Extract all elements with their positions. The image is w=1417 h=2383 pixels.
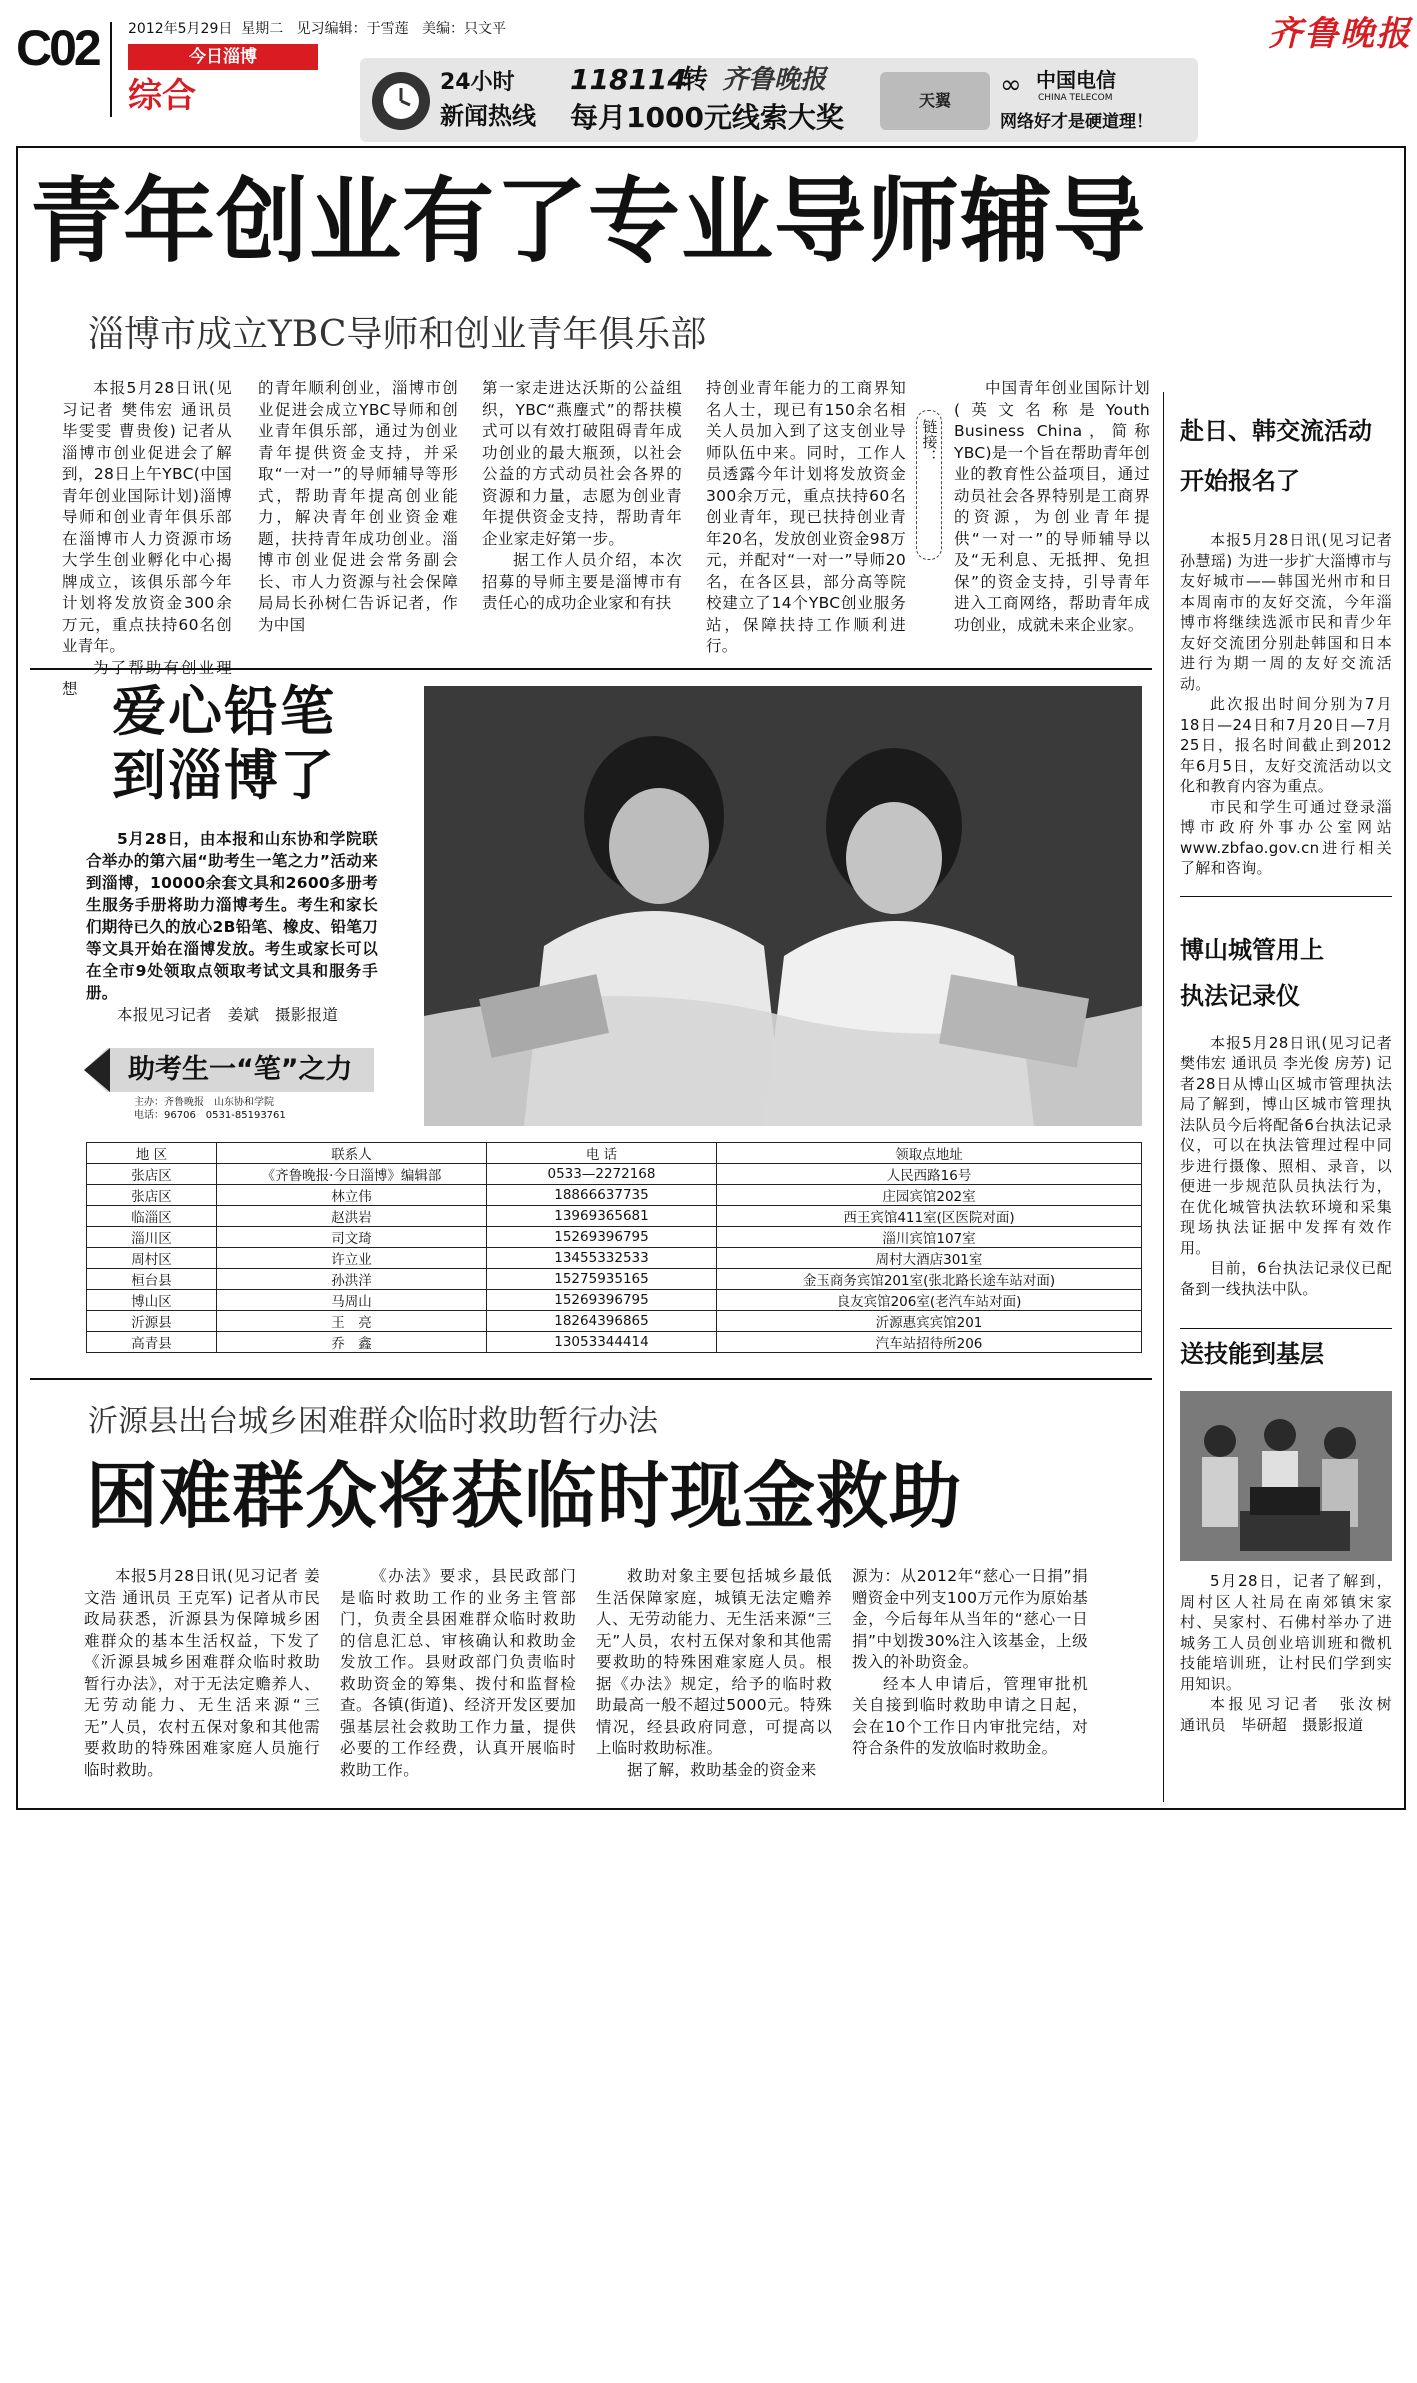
table-cell: 周村大酒店301室	[717, 1248, 1142, 1269]
hotline-bottom: 新闻热线	[440, 102, 536, 130]
address-table-wrap	[86, 1142, 1142, 1353]
aid-col-4	[852, 1566, 1088, 1760]
table-cell: 13455332533	[487, 1248, 717, 1269]
sidebar-story2-body	[1180, 1033, 1392, 1300]
table-cell: 18866637735	[487, 1185, 717, 1206]
table-cell: 张店区	[87, 1185, 217, 1206]
pencil-body-text: 5月28日，由本报和山东协和学院联合举办的第六届“助考生一笔之力”活动来到淄博，10000余套文具和2600多册考生服务手册将助力淄博考生。考生和家长们期待已久的放心2B铅笔、橡皮、铅笔刀等文具开始在淄博发放。考生或家长可以在全市9处领取点领取考试文具和服务手册。	[86, 830, 378, 1002]
table-cell: 临淄区	[87, 1206, 217, 1227]
table-cell: 周村区	[87, 1248, 217, 1269]
table-cell: 0533—2272168	[487, 1164, 717, 1185]
sidebar-story2-title-line1: 博山城管用上	[1180, 935, 1324, 964]
sidebar-story1-title-line1: 赴日、韩交流活动	[1180, 417, 1372, 445]
table-row	[87, 1164, 1142, 1185]
table-cell: 18264396865	[487, 1311, 717, 1332]
table-cell: 许立业	[217, 1248, 487, 1269]
table-row	[87, 1290, 1142, 1311]
aid-col-4b-text: 经本人申请后，管理审批机关自接到临时救助申请之日起，会在10个工作日内审批完结，对符合条件的发放临时救助金。	[852, 1674, 1088, 1757]
exam-badge	[84, 1044, 374, 1124]
tianyi-card	[880, 72, 990, 130]
table-cell: 庄园宾馆202室	[717, 1185, 1142, 1206]
aid-col-4-text: 源为：从2012年“慈心一日捐”捐赠资金中列支100万元作为原始基金，今后每年从当年的“慈心一日捐”中划拨30%注入该基金，上级拨入的补助资金。	[852, 1567, 1088, 1671]
aid-headline: 困难群众将获临时现金救助	[86, 1454, 963, 1538]
hotline-top: 24小时	[440, 70, 515, 95]
link-box	[916, 410, 942, 560]
main-col-5	[954, 378, 1150, 636]
phone-icon	[372, 72, 430, 130]
table-cell: 淄川宾馆107室	[717, 1227, 1142, 1248]
main-col-5-text: 中国青年创业国际计划(英文名称是Youth Business China，简称YBC)是一个旨在帮助青年创业的教育性公益项目，通过动员社会各界特别是工商界的资源，为创业青年提供“一对一”的导师辅导以及“无利息、无抵押、免担保”的资金支持，引导青年进入工商网络，帮助青年成功创业，成就未来企业家。	[954, 379, 1150, 634]
table-row	[87, 1206, 1142, 1227]
table-cell: 13969365681	[487, 1206, 717, 1227]
aid-col-3	[596, 1566, 832, 1781]
page-number: C02	[16, 20, 99, 76]
table-cell: 桓台县	[87, 1269, 217, 1290]
table-row	[87, 1227, 1142, 1248]
ad-brand: 齐鲁晚报	[722, 65, 827, 95]
table-cell: 淄川区	[87, 1227, 217, 1248]
table-cell: 沂源县	[87, 1311, 217, 1332]
sidebar-rule	[1163, 392, 1164, 1802]
sidebar-story2-p1: 本报5月28日讯(见习记者 樊伟宏 通讯员 李光俊 房芳) 记者28日从博山区城市管理执法局了解到，博山区城市管理执法队员今后将配备6台执法记录仪，可以在执法管理过程中同步进行摄像、照相、录音，以便进一步规范队员执法行为，在优化城管执法软环境和采集现场执法证据中发挥有效作用。	[1180, 1033, 1392, 1257]
aid-col-1-text: 本报5月28日讯(见习记者 姜文浩 通讯员 王克军) 记者从市民政局获悉，沂源县为保障城乡困难群众的基本生活权益，下发了《沂源县城乡困难群众临时救助暂行办法》，对于无法定赡养人、无劳动能力、无生活来源“三无”人员，农村五保对象和其他需要救助的特殊困难家庭人员施行临时救助。	[84, 1567, 320, 1779]
table-cell: 林立伟	[217, 1185, 487, 1206]
sidebar-story2-p2: 目前，6台执法记录仪已配备到一线执法中队。	[1180, 1259, 1392, 1298]
main-col-1b-text: 想	[62, 680, 78, 698]
aid-col-3b-text: 据了解，救助基金的资金来	[627, 1760, 817, 1779]
issue-designer: 美编：只文平	[421, 21, 506, 37]
table-header-cell: 电 话	[487, 1143, 717, 1164]
table-cell: 马周山	[217, 1290, 487, 1311]
ad-number: 118114	[570, 63, 687, 96]
section-tag: 今日淄博	[128, 44, 318, 70]
aid-subhead: 沂源县出台城乡困难群众临时救助暂行办法	[88, 1404, 658, 1439]
ad-banner	[360, 58, 1198, 142]
sidebar-story1-title-line2: 开始报名了	[1180, 467, 1300, 495]
table-cell: 金玉商务宾馆201室(张北路长途车站对面)	[717, 1269, 1142, 1290]
table-row	[87, 1185, 1142, 1206]
main-col-4	[706, 378, 906, 658]
sidebar-photo-illustration	[1180, 1391, 1392, 1561]
photo-illustration	[424, 686, 1142, 1126]
paper-logo: 齐鲁晚报	[1268, 14, 1412, 54]
table-row	[87, 1332, 1142, 1353]
table-cell: 赵洪岩	[217, 1206, 487, 1227]
badge-title: 助考生一“笔”之力	[128, 1054, 353, 1085]
sidebar	[1180, 410, 1408, 1735]
sidebar-story1-p2: 此次报出时间分别为7月18日—24日和7月20日—7月25日，报名时间截止到2012年6月5日，友好交流活动以文化和教育内容为重点。	[1180, 695, 1392, 795]
pencil-headline-line2: 到淄博了	[112, 744, 336, 807]
table-cell: 高青县	[87, 1332, 217, 1353]
ad-prize: 每月1000元线索大奖	[570, 101, 844, 134]
aid-col-2-text: 《办法》要求，县民政部门是临时救助工作的业务主管部门，负责全县困难群众临时救助的信息汇总、审核确认和救助金发放工作。县财政部门负责临时救助资金的筹集、拨付和监督检查。各镇(街道)、经济开发区要加强基层社会救助工作力量，提供必要的工作经费，认真开展临时救助工作。	[340, 1567, 576, 1779]
table-row	[87, 1311, 1142, 1332]
table-cell: 15269396795	[487, 1227, 717, 1248]
table-header-cell: 联系人	[217, 1143, 487, 1164]
masthead-divider	[110, 22, 112, 117]
table-cell: 15275935165	[487, 1269, 717, 1290]
pencil-body	[86, 828, 378, 1026]
table-header-cell: 领取点地址	[717, 1143, 1142, 1164]
main-divider	[30, 668, 1152, 670]
table-cell: 西王宾馆411室(区医院对面)	[717, 1206, 1142, 1227]
masthead	[0, 0, 1417, 140]
sidebar-story2-title	[1180, 929, 1392, 1017]
table-cell: 司文琦	[217, 1227, 487, 1248]
sidebar-story2-title-line2: 执法记录仪	[1180, 981, 1300, 1010]
sidebar-story3-p1: 5月28日，记者了解到，周村区人社局在南郊镇宋家村、吴家村、石佛村举办了进城务工人员创业培训班和微机技能培训班，让村民们学到实用知识。	[1180, 1572, 1392, 1693]
pencil-tip-icon	[84, 1048, 110, 1092]
table-header-row	[87, 1143, 1142, 1164]
table-row	[87, 1269, 1142, 1290]
sidebar-story1-p3: 市民和学生可通过登录淄博市政府外事办公室网站www.zbfao.gov.cn进行相关了解和咨询。	[1180, 797, 1392, 877]
telecom-slogan: 网络好才是硬道理！	[1000, 112, 1153, 132]
table-cell: 15269396795	[487, 1290, 717, 1311]
aid-col-2	[340, 1566, 576, 1781]
sidebar-divider-2	[1180, 1328, 1392, 1329]
main-col-4-text: 持创业青年能力的工商界知名人士，现已有150余名相关人员加入到了这支创业导师队伍中来。同时，工作人员透露今年计划将发放资金300余万元，重点扶持60名创业青年，现已扶持创业青年20名，发放创业资金98万元，并配对“一对一”导师20名，在各区县，部分高等院校建立了14个YBC创业服务站，保障扶持工作顺利进行。	[706, 379, 906, 655]
badge-phone: 电话：96706 0531-85193761	[134, 1110, 286, 1121]
sidebar-story3-body	[1180, 1571, 1408, 1735]
table-divider	[30, 1378, 1152, 1380]
telecom-logo-icon: ∞	[1000, 70, 1022, 100]
address-table	[86, 1142, 1142, 1353]
main-col-1	[62, 378, 232, 701]
issue-editor: 见习编辑：于雪莲	[296, 21, 409, 37]
main-subhead: 淄博市成立YBC导师和创业青年俱乐部	[88, 314, 707, 355]
main-col-2-text: 的青年顺利创业，淄博市创业促进会成立YBC导师和创业青年俱乐部，通过为创业青年提供资金支持，并采取“一对一”的导师辅导等形式，帮助青年提高创业能力，解决青年创业资金难题，扶持青年成功创业。淄博市创业促进会常务副会长、市人力资源与社会保障局局长孙树仁告诉记者，作为中国	[258, 379, 458, 634]
main-col-1-text: 本报5月28日讯(见习记者 樊伟宏 通讯员 毕雯雯 曹贵俊) 记者从淄博市创业促进会了解到，28日上午YBC(中国青年创业国际计划)淄博导师和创业青年俱乐部在淄博市人力资源市场大学生创业孵化中心揭牌成立，该俱乐部今年计划将发放资金300余万元，重点扶持60名创业青年。	[62, 379, 232, 655]
table-cell: 孙洪洋	[217, 1269, 487, 1290]
telecom-en: CHINA TELECOM	[1038, 93, 1113, 103]
table-cell: 汽车站招待所206	[717, 1332, 1142, 1353]
issue-date: 2012年5月29日	[128, 21, 233, 37]
aid-col-3-text: 救助对象主要包括城乡最低生活保障家庭，城镇无法定赡养人、无劳动能力、无生活来源“三无”人员，农村五保对象和其他需要救助的特殊困难家庭人员。根据《办法》规定，给予的临时救助最高一般不超过5000元。特殊情况，经县政府同意，可提高以上临时救助标准。	[596, 1567, 832, 1757]
sidebar-story1-p1: 本报5月28日讯(见习记者 孙慧瑶) 为进一步扩大淄博市与友好城市——韩国光州市和日本周南市的友好交流，今年淄博市将继续选派市民和青少年友好交流团分别赴韩国和日本进行为期一周的友好交流活动。	[1180, 531, 1392, 693]
issue-info	[128, 18, 506, 38]
link-label: 链接：	[920, 419, 939, 464]
table-header-cell: 地 区	[87, 1143, 217, 1164]
main-col-3	[482, 378, 682, 615]
issue-weekday: 星期二	[241, 21, 284, 37]
telecom-name: 中国电信	[1036, 68, 1116, 92]
table-cell: 乔 鑫	[217, 1332, 487, 1353]
table-row	[87, 1248, 1142, 1269]
main-headline: 青年创业有了专业导师辅导	[30, 168, 1147, 275]
badge-host: 主办：齐鲁晚报 山东协和学院	[134, 1097, 274, 1108]
table-cell: 王 亮	[217, 1311, 487, 1332]
sidebar-divider-1	[1180, 896, 1392, 897]
pencil-headline-line1: 爱心铅笔	[112, 680, 336, 743]
table-cell: 良友宾馆206室(老汽车站对面)	[717, 1290, 1142, 1311]
main-col-2	[258, 378, 458, 636]
table-cell: 人民西路16号	[717, 1164, 1142, 1185]
ad-turn: 转	[682, 65, 709, 95]
table-cell: 13053344414	[487, 1332, 717, 1353]
main-col-3-text: 第一家走进达沃斯的公益组织，YBC“燕麈式”的帮扶模式可以有效打破阻碍青年成功创业的最大瓶颈，以社会公益的方式动员社会各界的资源和力量，志愿为创业青年提供资金支持，帮助青年企业家走好第一步。	[482, 379, 682, 548]
sidebar-story1-body	[1180, 530, 1392, 879]
aid-col-1	[84, 1566, 320, 1781]
sidebar-story3-byline: 本报见习记者 张汝树 通讯员 毕研超 摄影报道	[1180, 1695, 1408, 1734]
pencil-byline: 本报见习记者 姜斌 摄影报道	[117, 1006, 339, 1024]
sidebar-story3-title: 送技能到基层	[1180, 1340, 1324, 1368]
table-cell: 《齐鲁晚报·今日淄博》编辑部	[217, 1164, 487, 1185]
sidebar-story1-title	[1180, 410, 1392, 502]
sidebar-photo	[1180, 1391, 1392, 1561]
main-col-3b-text: 据工作人员介绍，本次招募的导师主要是淄博市有责任心的成功企业家和有扶	[482, 551, 682, 612]
table-cell: 沂源惠宾宾馆201	[717, 1311, 1142, 1332]
tianyi-label: 天翼	[918, 91, 951, 110]
table-cell: 博山区	[87, 1290, 217, 1311]
pencil-photo	[424, 686, 1142, 1126]
section-name: 综合	[128, 76, 196, 116]
table-cell: 张店区	[87, 1164, 217, 1185]
